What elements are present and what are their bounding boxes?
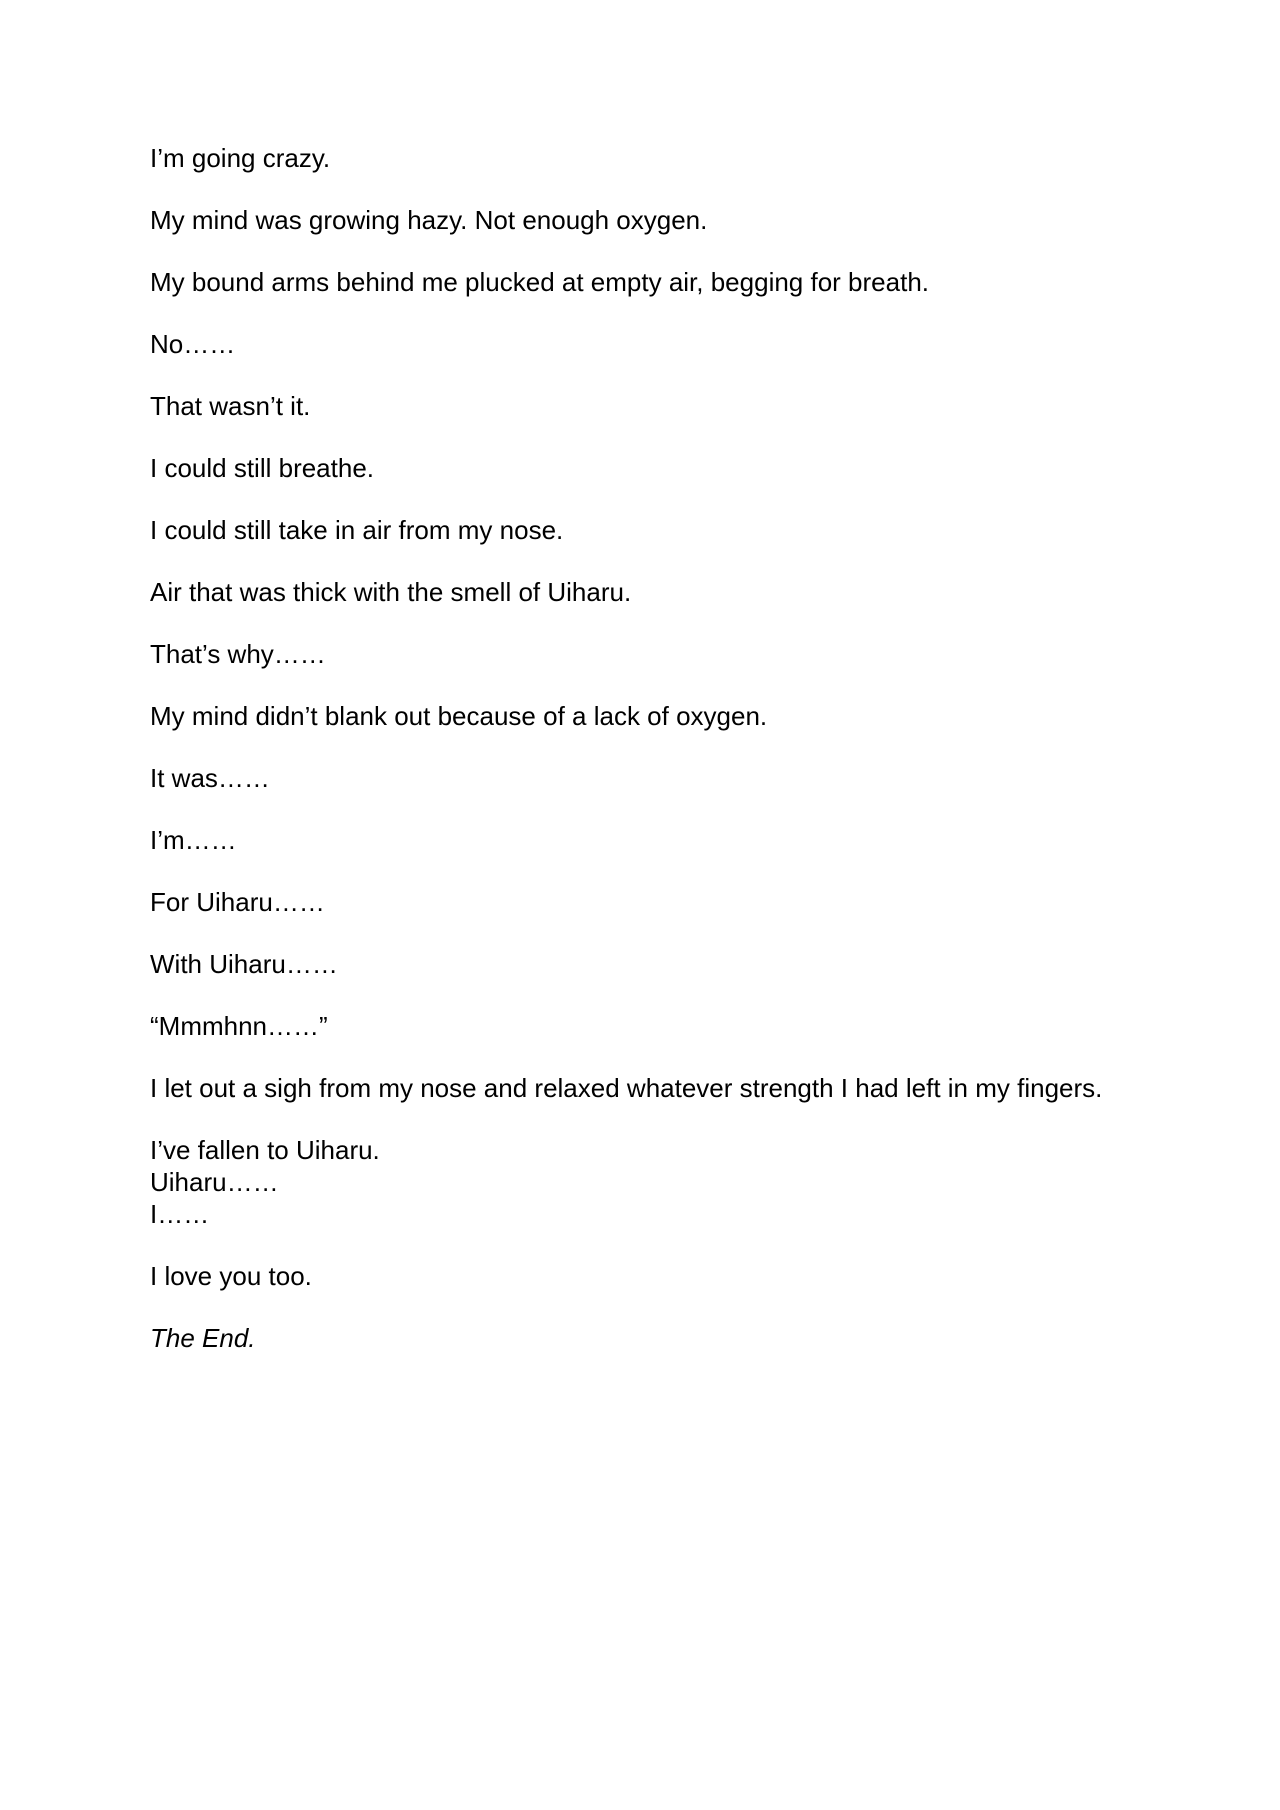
story-paragraph: I could still take in air from my nose. (150, 515, 564, 545)
story-paragraph: My mind didn’t blank out because of a lack of oxygen. (150, 701, 768, 731)
story-line: I…… (150, 1199, 210, 1229)
story-paragraph: My bound arms behind me plucked at empty air, begging for breath. (150, 267, 929, 297)
story-paragraph: My mind was growing hazy. Not enough oxygen. (150, 205, 708, 235)
story-paragraph: That’s why…… (150, 639, 326, 669)
story-paragraph: I let out a sigh from my nose and relaxed whatever strength I had left in my fingers. (150, 1073, 1103, 1103)
story-paragraph: I’m going crazy. (150, 143, 331, 173)
story-paragraph: I love you too. (150, 1261, 312, 1291)
story-paragraph (150, 1134, 1220, 1230)
story-line: I’ve fallen to Uiharu. (150, 1135, 380, 1165)
story-paragraph: That wasn’t it. (150, 391, 311, 421)
story-paragraph: With Uiharu…… (150, 949, 338, 979)
story-paragraph: “Mmmhnn……” (150, 1011, 328, 1041)
story-text (150, 142, 1220, 1354)
story-ending: The End. (150, 1323, 256, 1353)
story-line: Uiharu…… (150, 1167, 279, 1197)
story-paragraph: For Uiharu…… (150, 887, 325, 917)
story-paragraph: No…… (150, 329, 236, 359)
story-paragraph: It was…… (150, 763, 270, 793)
story-paragraph: I’m…… (150, 825, 237, 855)
story-paragraph: I could still breathe. (150, 453, 375, 483)
story-paragraph: Air that was thick with the smell of Uiharu. (150, 577, 632, 607)
